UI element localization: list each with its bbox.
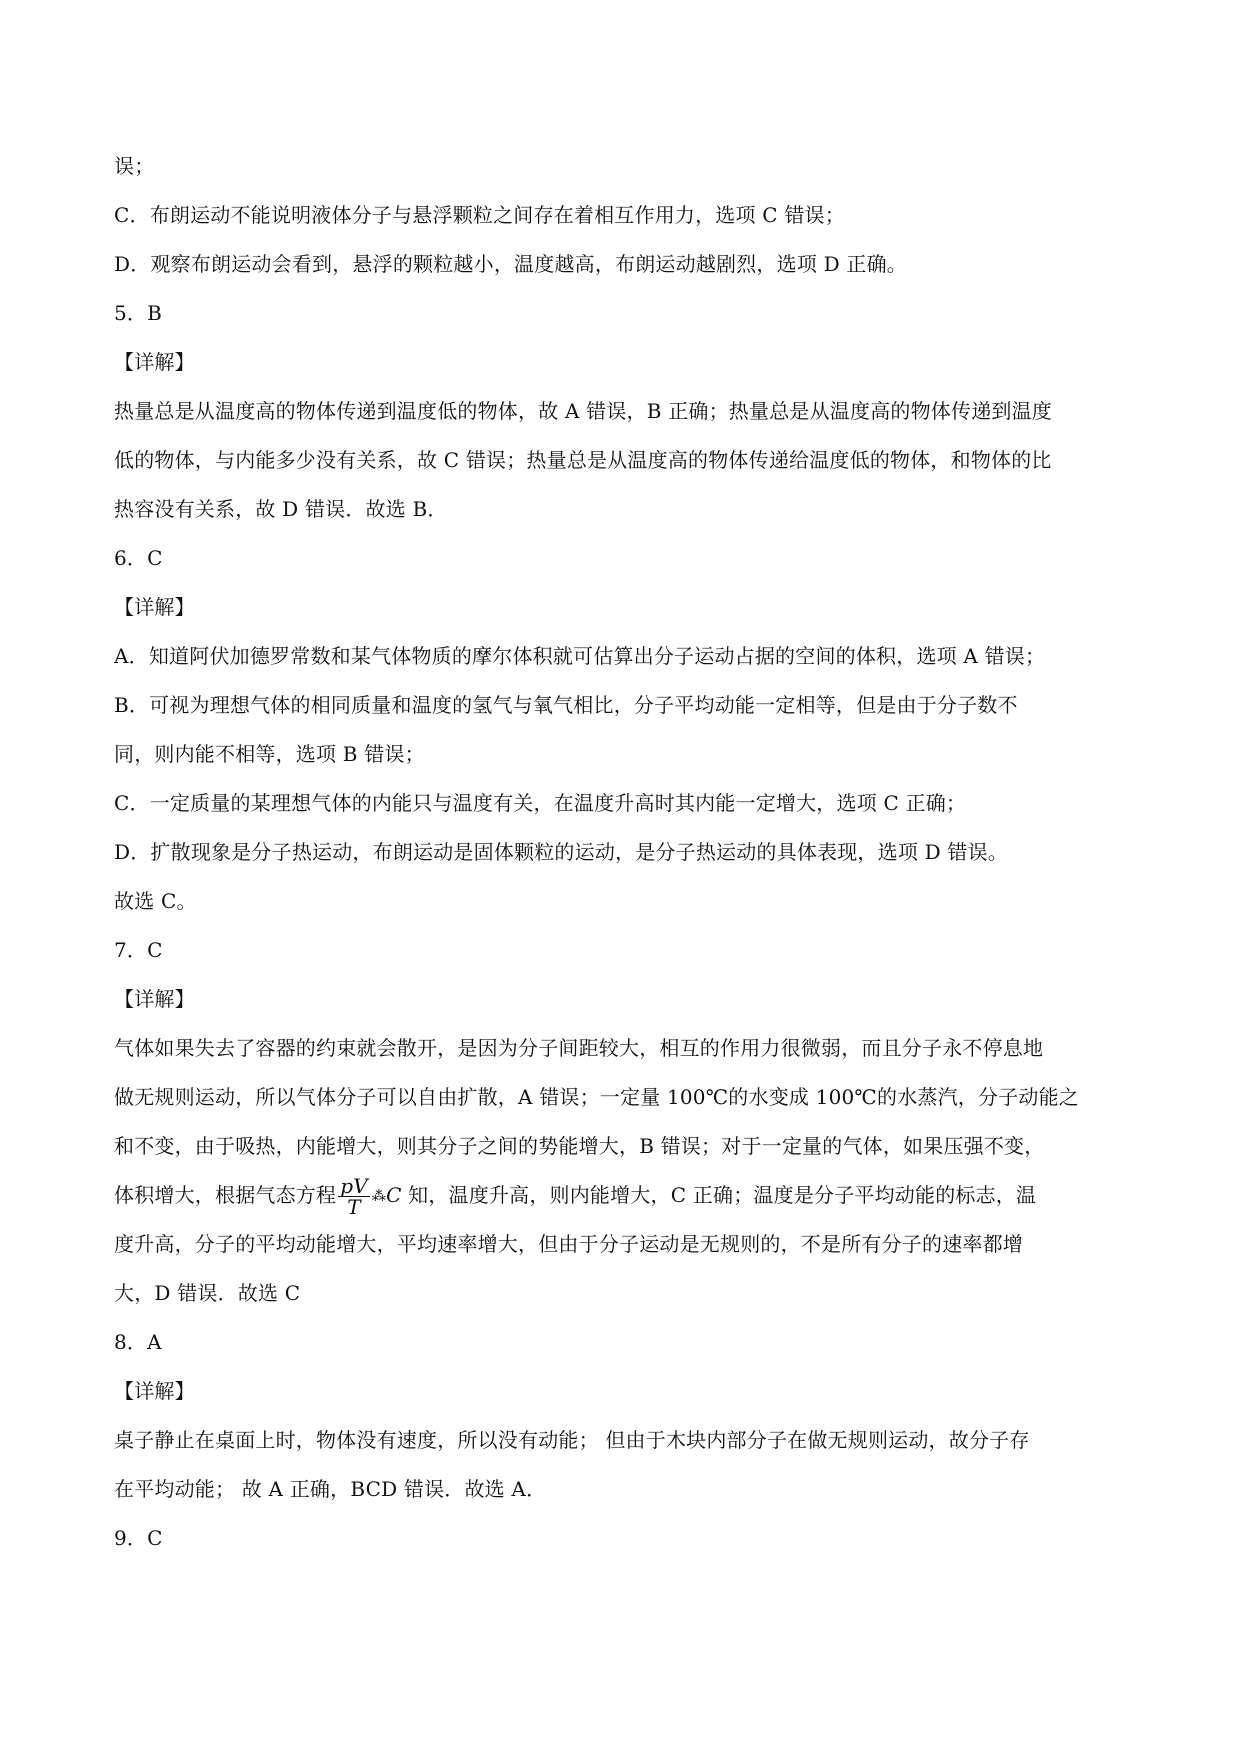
text-line: B．可视为理想气体的相同质量和温度的氢气与氧气相比，分子平均动能一定相等，但是由于分子数不	[114, 693, 1018, 717]
question-number-answer: 6．C	[114, 546, 163, 570]
question-number-answer: 8．A	[114, 1330, 162, 1354]
fraction-numerator: pV	[340, 1174, 368, 1198]
gas-equation-fraction	[338, 1176, 370, 1217]
text-line: D．观察布朗运动会看到，悬浮的颗粒越小，温度越高，布朗运动越剧烈，选项 D 正确。	[114, 252, 907, 276]
formula-prefix: 体积增大，根据气态方程	[114, 1183, 337, 1207]
explanation-heading: 【详解】	[114, 350, 195, 374]
question-number-answer: 7．C	[114, 938, 163, 962]
question-number-answer: 9．C	[114, 1526, 163, 1550]
explanation-heading: 【详解】	[114, 595, 195, 619]
text-line: 误；	[114, 154, 155, 178]
text-line: C．一定质量的某理想气体的内能只与温度有关，在温度升高时其内能一定增大，选项 C 正确；	[114, 791, 967, 815]
formula-text-line	[114, 1173, 1129, 1217]
answer-text-body	[114, 154, 1129, 1575]
text-line: 大，D 错误．故选 C	[114, 1281, 301, 1305]
text-line: 热量总是从温度高的物体传递到温度低的物体，故 A 错误，B 正确；热量总是从温度高的物体传递到温度	[114, 399, 1053, 423]
equation-symbol: ⁂	[371, 1188, 387, 1205]
text-line: 做无规则运动，所以气体分子可以自由扩散，A 错误；一定量 100℃的水变成 100℃的水蒸汽，分子动能之	[114, 1085, 1080, 1109]
text-line: C．布朗运动不能说明液体分子与悬浮颗粒之间存在着相互作用力，选项 C 错误；	[114, 203, 845, 227]
explanation-heading: 【详解】	[114, 1379, 195, 1403]
text-line: 桌子静止在桌面上时，物体没有速度，所以没有动能； 但由于木块内部分子在做无规则运动，故分子存	[114, 1428, 1030, 1452]
text-line: 在平均动能； 故 A 正确，BCD 错误．故选 A．	[114, 1477, 547, 1501]
text-line: 同，则内能不相等，选项 B 错误；	[114, 742, 425, 766]
equation-constant: C	[386, 1183, 402, 1207]
text-line: 故选 C。	[114, 889, 197, 913]
fraction-denominator: T	[347, 1195, 361, 1219]
text-line: 低的物体，与内能多少没有关系，故 C 错误；热量总是从温度高的物体传递给温度低的物体，和物体的比	[114, 448, 1052, 472]
text-line: A．知道阿伏加德罗常数和某气体物质的摩尔体积就可估算出分子运动占据的空间的体积，选项 A 错误；	[114, 644, 1046, 668]
question-number-answer: 5．B	[114, 301, 163, 325]
text-line: 度升高，分子的平均动能增大，平均速率增大，但由于分子运动是无规则的，不是所有分子的速率都增	[114, 1232, 1023, 1256]
text-line: 气体如果失去了容器的约束就会散开，是因为分子间距较大，相互的作用力很微弱，而且分子永不停息地	[114, 1036, 1044, 1060]
text-line: D．扩散现象是分子热运动，布朗运动是固体颗粒的运动，是分子热运动的具体表现，选项 D 错误。	[114, 840, 1008, 864]
formula-suffix: 知，温度升高，则内能增大，C 正确；温度是分子平均动能的标志，温	[401, 1183, 1037, 1207]
text-line: 和不变，由于吸热，内能增大，则其分子之间的势能增大，B 错误；对于一定量的气体，如果压强不变，	[114, 1134, 1045, 1158]
text-line: 热容没有关系，故 D 错误．故选 B．	[114, 497, 448, 521]
explanation-heading: 【详解】	[114, 987, 195, 1011]
